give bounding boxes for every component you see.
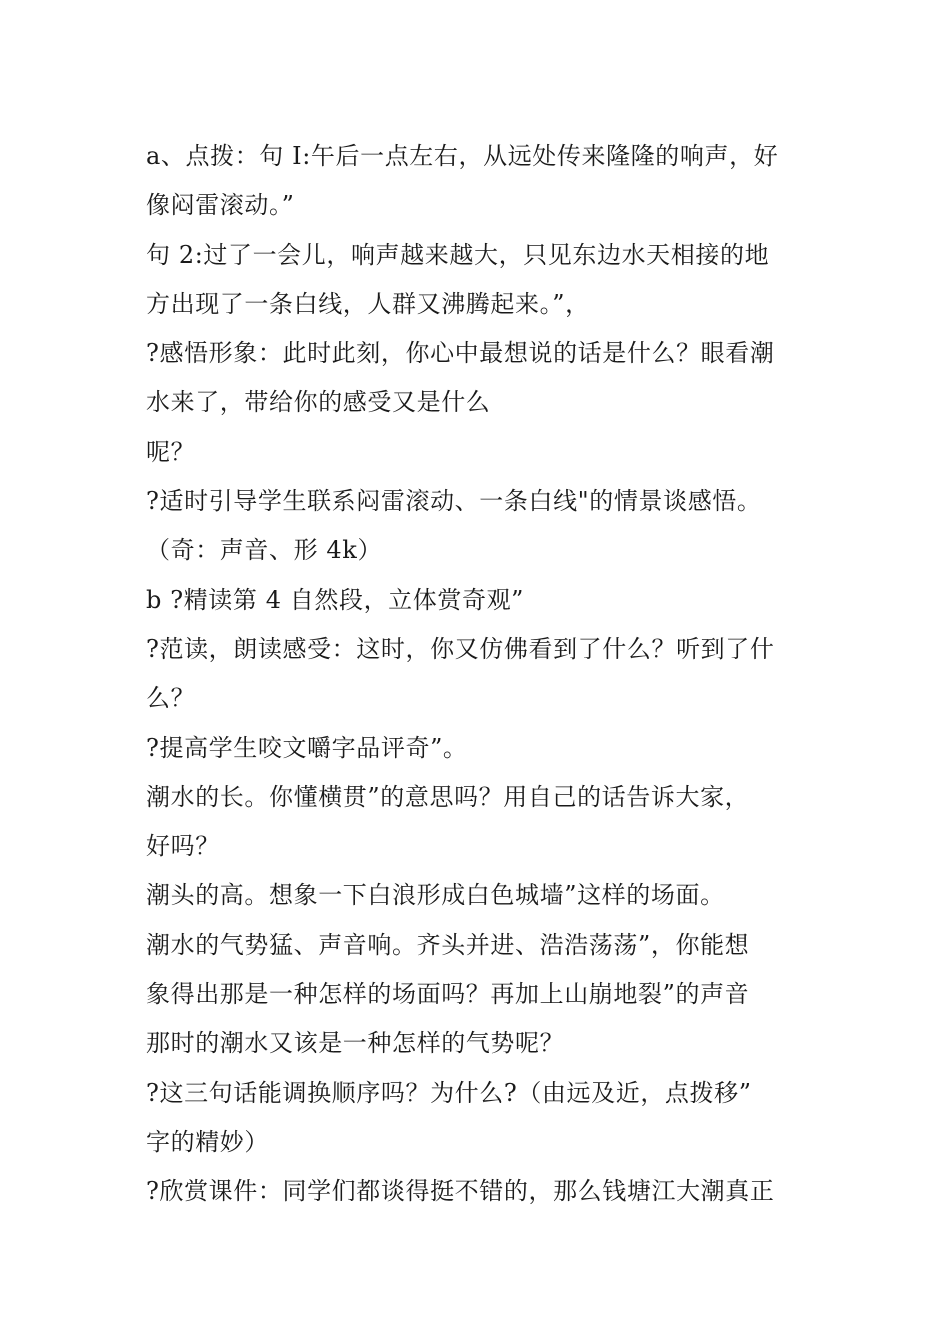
text-line: 潮头的高。想象一下白浪形成白色城墙”这样的场面。	[146, 881, 725, 910]
text-line: 象得出那是一种怎样的场面吗？再加上山崩地裂”的声音	[146, 980, 750, 1009]
text-line: 字的精妙）	[146, 1127, 269, 1156]
text-line: 方出现了一条白线，人群又沸腾起来。”，	[146, 289, 590, 318]
text-line: ?提高学生咬文嚼字品评奇”。	[146, 733, 468, 762]
text-line: 潮水的气势猛、声音响。齐头并进、浩浩荡荡”，你能想	[146, 930, 750, 959]
text-line: 像闷雷滚动。”	[146, 191, 295, 220]
text-line: ?范读，朗读感受：这时，你又仿佛看到了什么？听到了什	[146, 634, 775, 663]
text-line: b ?精读第 4 自然段，立体赏奇观”	[146, 585, 525, 614]
text-line: 句 2:过了一会儿，响声越来越大，只见东边水天相接的地	[146, 240, 770, 269]
text-line: （奇：声音、形 4k）	[146, 536, 383, 565]
text-line: 那时的潮水又该是一种怎样的气势呢？	[146, 1029, 565, 1058]
text-line: 水来了，带给你的感受又是什么	[146, 388, 491, 417]
text-line: a、点拨：句 I:午后一点左右，从远处传来隆隆的响声，好	[146, 142, 779, 170]
text-line: 潮水的长。你懂横贯”的意思吗？用自己的话告诉大家，	[146, 782, 750, 811]
text-line: 好吗？	[146, 832, 220, 861]
document-body	[146, 132, 816, 1217]
text-line: 呢？	[146, 437, 196, 466]
text-line: 么？	[146, 684, 196, 713]
text-line: ?欣赏课件：同学们都谈得挺不错的，那么钱塘江大潮真正	[146, 1177, 775, 1206]
text-line: ?这三句话能调换顺序吗？为什么?（由远及近，点拨移”	[146, 1078, 752, 1107]
text-line: ?适时引导学生联系闷雷滚动、一条白线"的情景谈感悟。	[146, 487, 762, 516]
text-line: ?感悟形象：此时此刻，你心中最想说的话是什么？眼看潮	[146, 339, 775, 368]
